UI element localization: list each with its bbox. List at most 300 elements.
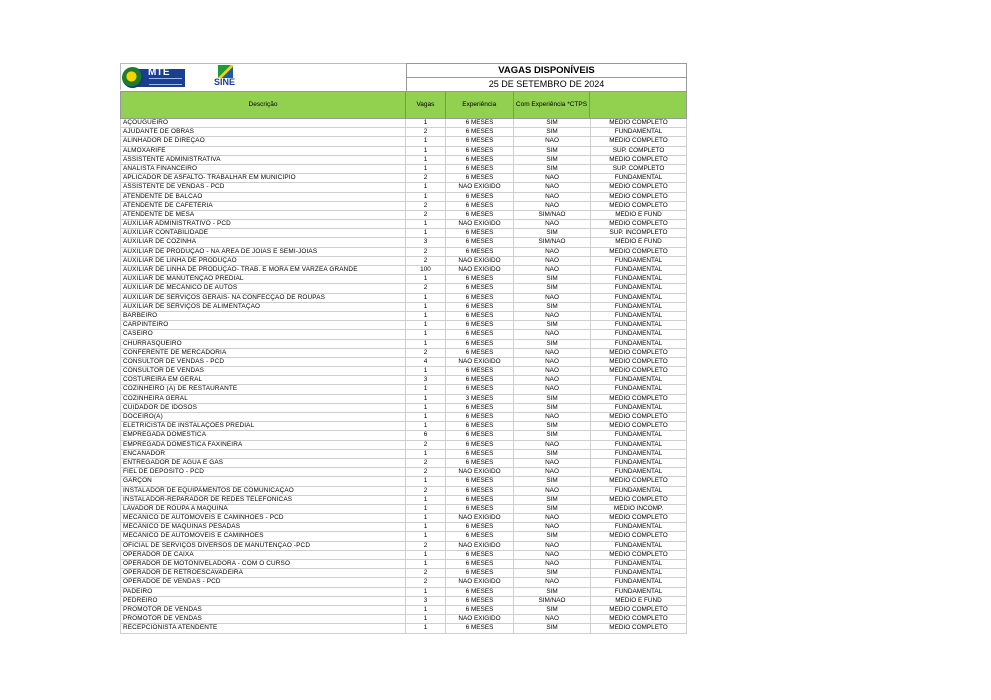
cell-descricao: ELETRICISTA DE INSTALAÇÕES PREDIAL (120, 422, 406, 430)
cell-descricao: AUXILIAR DE LINHA DE PRODUÇÃO- TRAB. E MORA EM VARZEA GRANDE (120, 266, 406, 274)
cell-descricao: COSTUREIRA EM GERAL (120, 376, 406, 384)
cell-experiencia: 6 MESES (446, 450, 514, 458)
cell-experiencia: 6 MESES (446, 441, 514, 449)
cell-escolaridade: FUNDAMENTAL (591, 542, 687, 550)
cell-com-experiencia: SIM (514, 147, 591, 155)
col-header-descricao: Descrição (121, 92, 406, 118)
cell-escolaridade: FUNDAMENTAL (591, 376, 687, 384)
cell-escolaridade: FUNDAMENTAL (591, 294, 687, 302)
cell-experiencia: 6 MESES (446, 588, 514, 596)
title-block (406, 63, 687, 91)
table-row (120, 147, 687, 156)
cell-descricao: AUXILIAR DE COZINHA (120, 238, 406, 246)
cell-com-experiencia: NÃO (514, 266, 591, 274)
cell-vagas: 6 (406, 431, 446, 439)
cell-vagas: 2 (406, 257, 446, 265)
cell-experiencia: NÃO EXIGIDO (446, 257, 514, 265)
page-title: VAGAS DISPONÍVEIS (407, 64, 686, 78)
cell-descricao: PADEIRO (120, 588, 406, 596)
cell-experiencia: 6 MESES (446, 128, 514, 136)
cell-com-experiencia: SIM/NÃO (514, 211, 591, 219)
col-header-vagas: Vagas (406, 92, 446, 118)
cell-descricao: ASSISTENTE ADMINISTRATIVA (120, 156, 406, 164)
cell-com-experiencia: NÃO (514, 202, 591, 210)
table-row (120, 514, 687, 523)
cell-experiencia: 6 MESES (446, 321, 514, 329)
cell-vagas: 1 (406, 496, 446, 504)
cell-com-experiencia: NÃO (514, 183, 591, 191)
cell-escolaridade: FUNDAMENTAL (591, 284, 687, 292)
cell-com-experiencia: SIM (514, 321, 591, 329)
table-row (120, 560, 687, 569)
cell-descricao: GARÇON (120, 477, 406, 485)
cell-com-experiencia: NÃO (514, 615, 591, 623)
cell-escolaridade: MÉDIO COMPLETO (591, 496, 687, 504)
cell-experiencia: NÃO EXIGIDO (446, 220, 514, 228)
cell-escolaridade: MÉDIO E FUND (591, 238, 687, 246)
table-row (120, 128, 687, 137)
cell-vagas: 2 (406, 128, 446, 136)
cell-escolaridade: MÉDIO COMPLETO (591, 358, 687, 366)
cell-escolaridade: MÉDIO COMPLETO (591, 156, 687, 164)
cell-experiencia: 6 MESES (446, 367, 514, 375)
table-row (120, 441, 687, 450)
cell-descricao: EMPREGADA DOMÉSTICA (120, 431, 406, 439)
cell-descricao: ANALISTA FINANCEIRO (120, 165, 406, 173)
cell-com-experiencia: SIM (514, 340, 591, 348)
cell-vagas: 2 (406, 349, 446, 357)
table-row (120, 183, 687, 192)
cell-experiencia: 6 MESES (446, 404, 514, 412)
cell-descricao: INSTALADOR-REPARADOR DE REDES TELEFÔNICAS (120, 496, 406, 504)
cell-descricao: RECEPCIONISTA ATENDENTE (120, 624, 406, 632)
cell-escolaridade: FUNDAMENTAL (591, 303, 687, 311)
cell-descricao: CONSULTOR DE VENDAS - PCD (120, 358, 406, 366)
cell-com-experiencia: SIM (514, 477, 591, 485)
cell-vagas: 2 (406, 542, 446, 550)
cell-escolaridade: MÉDIO COMPLETO (591, 532, 687, 540)
cell-descricao: COZINHEIRO (A) DE RESTAURANTE (120, 385, 406, 393)
cell-experiencia: 6 MESES (446, 459, 514, 467)
cell-descricao: INSTALADOR DE EQUIPAMENTOS DE COMUNICAÇÃO (120, 487, 406, 495)
cell-com-experiencia: SIM (514, 431, 591, 439)
cell-vagas: 1 (406, 147, 446, 155)
cell-vagas: 1 (406, 321, 446, 329)
logo-area (120, 63, 406, 90)
cell-vagas: 1 (406, 588, 446, 596)
cell-vagas: 3 (406, 597, 446, 605)
table-row (120, 330, 687, 339)
cell-escolaridade: FUNDAMENTAL (591, 275, 687, 283)
table-row (120, 321, 687, 330)
table-row (120, 597, 687, 606)
cell-escolaridade: FUNDAMENTAL (591, 321, 687, 329)
cell-descricao: AJUDANTE DE OBRAS (120, 128, 406, 136)
table-row (120, 578, 687, 587)
cell-escolaridade: SUP. COMPLETO (591, 165, 687, 173)
table-row (120, 413, 687, 422)
cell-descricao: OPERADOR DE RETROESCAVADEIRA (120, 569, 406, 577)
cell-descricao: MECÂNICO DE AUTOMÓVEIS E CAMINHÕES (120, 532, 406, 540)
sine-logo-text: SINE (214, 77, 236, 87)
cell-experiencia: 6 MESES (446, 119, 514, 127)
cell-vagas: 1 (406, 477, 446, 485)
cell-escolaridade: SUP. COMPLETO (591, 147, 687, 155)
cell-experiencia: NÃO EXIGIDO (446, 542, 514, 550)
cell-vagas: 1 (406, 367, 446, 375)
cell-experiencia: 6 MESES (446, 349, 514, 357)
cell-descricao: PROMOTOR DE VENDAS (120, 615, 406, 623)
cell-vagas: 2 (406, 248, 446, 256)
cell-experiencia: 6 MESES (446, 211, 514, 219)
cell-descricao: OPERADOR DE CAIXA (120, 551, 406, 559)
cell-descricao: ALMOXARIFE (120, 147, 406, 155)
cell-vagas: 1 (406, 606, 446, 614)
cell-com-experiencia: NÃO (514, 468, 591, 476)
table-row (120, 312, 687, 321)
cell-descricao: ASSISTENTE DE VENDAS - PCD (120, 183, 406, 191)
cell-descricao: CUIDADOR DE IDOSOS (120, 404, 406, 412)
table-row (120, 523, 687, 532)
table-row (120, 266, 687, 275)
cell-escolaridade: FUNDAMENTAL (591, 578, 687, 586)
table-row (120, 450, 687, 459)
cell-descricao: FIEL DE DEPÓSITO - PCD (120, 468, 406, 476)
cell-vagas: 1 (406, 532, 446, 540)
cell-com-experiencia: NÃO (514, 413, 591, 421)
table-row (120, 119, 687, 128)
cell-vagas: 2 (406, 284, 446, 292)
cell-experiencia: 6 MESES (446, 569, 514, 577)
cell-com-experiencia: SIM (514, 569, 591, 577)
cell-experiencia: 6 MESES (446, 284, 514, 292)
cell-experiencia: 6 MESES (446, 193, 514, 201)
cell-descricao: BARBEIRO (120, 312, 406, 320)
cell-com-experiencia: SIM (514, 275, 591, 283)
cell-escolaridade: FUNDAMENTAL (591, 312, 687, 320)
cell-descricao: MECÂNICO DE AUTOMÓVEIS E CAMINHÕES - PCD (120, 514, 406, 522)
cell-com-experiencia: SIM (514, 284, 591, 292)
cell-vagas: 3 (406, 376, 446, 384)
cell-descricao: AUXILIAR ADMINISTRATIVO - PCD (120, 220, 406, 228)
cell-escolaridade: FUNDAMENTAL (591, 385, 687, 393)
cell-experiencia: 6 MESES (446, 496, 514, 504)
cell-vagas: 1 (406, 514, 446, 522)
table-row (120, 532, 687, 541)
table-row (120, 569, 687, 578)
cell-escolaridade: MÉDIO E FUND (591, 597, 687, 605)
cell-descricao: OFICIAL DE SERVIÇOS DIVERSOS DE MANUTENÇÃO -PCD (120, 542, 406, 550)
cell-escolaridade: FUNDAMENTAL (591, 560, 687, 568)
cell-experiencia: 6 MESES (446, 551, 514, 559)
cell-vagas: 2 (406, 202, 446, 210)
cell-escolaridade: FUNDAMENTAL (591, 431, 687, 439)
table-row (120, 588, 687, 597)
cell-com-experiencia: SIM (514, 588, 591, 596)
cell-com-experiencia: NÃO (514, 193, 591, 201)
table-row (120, 404, 687, 413)
cell-com-experiencia: NÃO (514, 257, 591, 265)
cell-escolaridade: FUNDAMENTAL (591, 441, 687, 449)
cell-escolaridade: FUNDAMENTAL (591, 459, 687, 467)
table-row (120, 477, 687, 486)
cell-vagas: 2 (406, 487, 446, 495)
cell-experiencia: NÃO EXIGIDO (446, 468, 514, 476)
cell-escolaridade: MÉDIO COMPLETO (591, 119, 687, 127)
cell-escolaridade: MÉDIO COMPLETO (591, 606, 687, 614)
cell-experiencia: 6 MESES (446, 340, 514, 348)
cell-descricao: AUXILIAR DE SERVIÇOS GERAIS- NA CONFECÇÃO DE ROUPAS (120, 294, 406, 302)
table-body (120, 119, 687, 634)
cell-experiencia: NÃO EXIGIDO (446, 358, 514, 366)
table-row (120, 229, 687, 238)
cell-experiencia: 6 MESES (446, 312, 514, 320)
cell-escolaridade: MÉDIO COMPLETO (591, 477, 687, 485)
cell-escolaridade: FUNDAMENTAL (591, 523, 687, 531)
cell-escolaridade: FUNDAMENTAL (591, 330, 687, 338)
cell-com-experiencia: SIM (514, 404, 591, 412)
cell-descricao: AUXILIAR CONTABILIDADE (120, 229, 406, 237)
table-row (120, 606, 687, 615)
table-row (120, 468, 687, 477)
cell-descricao: OPERADOR DE MOTONIVELADORA - COM O CURSO (120, 560, 406, 568)
cell-com-experiencia: NÃO (514, 385, 591, 393)
cell-experiencia: 6 MESES (446, 532, 514, 540)
cell-experiencia: NÃO EXIGIDO (446, 514, 514, 522)
cell-experiencia: 6 MESES (446, 294, 514, 302)
cell-descricao: AUXILIAR DE MECÂNICO DE AUTOS (120, 284, 406, 292)
table-row (120, 395, 687, 404)
cell-descricao: AUXILIAR DE MANUTENÇÃO PREDIAL (120, 275, 406, 283)
cell-descricao: AÇOUGUEIRO (120, 119, 406, 127)
cell-descricao: ATENDENTE DE MESA (120, 211, 406, 219)
mte-logo (122, 67, 185, 89)
table-row (120, 303, 687, 312)
cell-com-experiencia: NÃO (514, 560, 591, 568)
cell-vagas: 1 (406, 385, 446, 393)
cell-descricao: CONFERENTE DE MERCADORIA (120, 349, 406, 357)
col-header-experiencia: Experiência (446, 92, 514, 118)
vacancies-sheet (120, 63, 687, 634)
cell-experiencia: 6 MESES (446, 165, 514, 173)
cell-vagas: 1 (406, 404, 446, 412)
cell-escolaridade: FUNDAMENTAL (591, 588, 687, 596)
cell-com-experiencia: NÃO (514, 441, 591, 449)
table-row (120, 238, 687, 247)
cell-vagas: 1 (406, 119, 446, 127)
cell-vagas: 2 (406, 441, 446, 449)
cell-escolaridade: FUNDAMENTAL (591, 404, 687, 412)
cell-descricao: APLICADOR DE ASFALTO- TRABALHAR EM MUNICÍPIO (120, 174, 406, 182)
table-row (120, 156, 687, 165)
table-row (120, 376, 687, 385)
table-row (120, 211, 687, 220)
mte-logo-subtitle (149, 78, 182, 85)
col-header-escolaridade (590, 92, 686, 118)
column-header-row (120, 91, 687, 119)
cell-com-experiencia: SIM (514, 303, 591, 311)
cell-descricao: PEDREIRO (120, 597, 406, 605)
table-row (120, 220, 687, 229)
cell-vagas: 1 (406, 560, 446, 568)
cell-vagas: 1 (406, 523, 446, 531)
cell-escolaridade: FUNDAMENTAL (591, 450, 687, 458)
cell-experiencia: 6 MESES (446, 523, 514, 531)
table-row (120, 624, 687, 633)
table-row (120, 294, 687, 303)
cell-com-experiencia: SIM (514, 128, 591, 136)
cell-descricao: MECÂNICO DE MÁQUINAS PESADAS (120, 523, 406, 531)
table-row (120, 459, 687, 468)
cell-vagas: 1 (406, 551, 446, 559)
cell-com-experiencia: NÃO (514, 376, 591, 384)
cell-escolaridade: MÉDIO COMPLETO (591, 395, 687, 403)
cell-experiencia: 6 MESES (446, 505, 514, 513)
cell-vagas: 2 (406, 211, 446, 219)
cell-escolaridade: FUNDAMENTAL (591, 128, 687, 136)
cell-vagas: 1 (406, 312, 446, 320)
cell-escolaridade: MÉDIO COMPLETO (591, 248, 687, 256)
cell-com-experiencia: SIM/NÃO (514, 238, 591, 246)
cell-vagas: 2 (406, 174, 446, 182)
table-row (120, 248, 687, 257)
cell-experiencia: 6 MESES (446, 376, 514, 384)
cell-com-experiencia: NÃO (514, 367, 591, 375)
cell-vagas: 2 (406, 569, 446, 577)
cell-experiencia: 6 MESES (446, 560, 514, 568)
cell-descricao: ENTREGADOR DE ÁGUA E GÁS (120, 459, 406, 467)
cell-vagas: 1 (406, 395, 446, 403)
cell-descricao: ENCANADOR (120, 450, 406, 458)
cell-experiencia: 6 MESES (446, 156, 514, 164)
cell-com-experiencia: NÃO (514, 137, 591, 145)
cell-vagas: 1 (406, 156, 446, 164)
cell-escolaridade: MÉDIO COMPLETO (591, 422, 687, 430)
cell-com-experiencia: NÃO (514, 578, 591, 586)
cell-experiencia: 6 MESES (446, 487, 514, 495)
cell-descricao: AUXILIAR DE SERVIÇOS DE ALIMENTAÇÃO (120, 303, 406, 311)
cell-experiencia: 6 MESES (446, 477, 514, 485)
cell-vagas: 1 (406, 275, 446, 283)
cell-com-experiencia: SIM (514, 156, 591, 164)
cell-experiencia: 6 MESES (446, 431, 514, 439)
cell-escolaridade: FUNDAMENTAL (591, 174, 687, 182)
cell-escolaridade: MÉDIO COMPLETO (591, 202, 687, 210)
cell-com-experiencia: SIM (514, 165, 591, 173)
cell-com-experiencia: NÃO (514, 220, 591, 228)
cell-escolaridade: MÉDIO COMPLETO (591, 514, 687, 522)
cell-com-experiencia: NÃO (514, 487, 591, 495)
cell-descricao: OPERADOE DE VENDAS - PCD (120, 578, 406, 586)
cell-com-experiencia: SIM/NÃO (514, 597, 591, 605)
cell-experiencia: 6 MESES (446, 275, 514, 283)
cell-experiencia: 6 MESES (446, 147, 514, 155)
cell-vagas: 1 (406, 505, 446, 513)
cell-vagas: 4 (406, 358, 446, 366)
cell-com-experiencia: NÃO (514, 174, 591, 182)
cell-descricao: COZINHEIRA GERAL (120, 395, 406, 403)
cell-com-experiencia: SIM (514, 624, 591, 632)
cell-vagas: 1 (406, 165, 446, 173)
cell-vagas: 1 (406, 294, 446, 302)
cell-vagas: 1 (406, 303, 446, 311)
cell-com-experiencia: NÃO (514, 523, 591, 531)
cell-escolaridade: MÉDIO COMPLETO (591, 624, 687, 632)
mte-logo-text: MTE (148, 67, 170, 78)
cell-com-experiencia: SIM (514, 119, 591, 127)
cell-escolaridade: MÉDIO COMPLETO (591, 367, 687, 375)
table-row (120, 165, 687, 174)
cell-experiencia: NÃO EXIGIDO (446, 578, 514, 586)
cell-vagas: 1 (406, 137, 446, 145)
cell-descricao: LAVADOR DE ROUPA A MAQUINA (120, 505, 406, 513)
cell-vagas: 1 (406, 193, 446, 201)
cell-descricao: ALINHADOR DE DIREÇÃO (120, 137, 406, 145)
cell-com-experiencia: SIM (514, 450, 591, 458)
cell-experiencia: 3 MESES (446, 395, 514, 403)
cell-descricao: CONSULTOR DE VENDAS (120, 367, 406, 375)
cell-descricao: CASEIRO (120, 330, 406, 338)
table-row (120, 367, 687, 376)
cell-com-experiencia: NÃO (514, 294, 591, 302)
cell-com-experiencia: SIM (514, 606, 591, 614)
cell-com-experiencia: NÃO (514, 542, 591, 550)
cell-descricao: AUXILIAR DE LINHA DE PRODUÇÃO (120, 257, 406, 265)
cell-escolaridade: MÉDIO COMPLETO (591, 220, 687, 228)
cell-escolaridade: FUNDAMENTAL (591, 487, 687, 495)
table-row (120, 340, 687, 349)
cell-experiencia: 6 MESES (446, 413, 514, 421)
cell-escolaridade: MÉDIO COMPLETO (591, 137, 687, 145)
cell-escolaridade: MÉDIO COMPLETO (591, 183, 687, 191)
cell-vagas: 1 (406, 413, 446, 421)
cell-com-experiencia: SIM (514, 229, 591, 237)
cell-com-experiencia: NÃO (514, 312, 591, 320)
table-row (120, 257, 687, 266)
cell-vagas: 1 (406, 229, 446, 237)
cell-descricao: EMPREGADA DOMÉSTICA FAXINEIRA (120, 441, 406, 449)
cell-experiencia: 6 MESES (446, 624, 514, 632)
cell-descricao: PROMOTOR DE VENDAS (120, 606, 406, 614)
cell-com-experiencia: NÃO (514, 349, 591, 357)
cell-vagas: 1 (406, 330, 446, 338)
cell-descricao: CHURRASQUEIRO (120, 340, 406, 348)
cell-experiencia: NÃO EXIGIDO (446, 266, 514, 274)
cell-com-experiencia: SIM (514, 422, 591, 430)
table-row (120, 422, 687, 431)
cell-com-experiencia: NÃO (514, 459, 591, 467)
table-row (120, 174, 687, 183)
table-row (120, 284, 687, 293)
cell-vagas: 1 (406, 615, 446, 623)
cell-com-experiencia: NÃO (514, 248, 591, 256)
table-row (120, 202, 687, 211)
cell-com-experiencia: SIM (514, 505, 591, 513)
table-row (120, 193, 687, 202)
cell-vagas: 1 (406, 422, 446, 430)
cell-experiencia: 6 MESES (446, 174, 514, 182)
table-row (120, 551, 687, 560)
cell-experiencia: NÃO EXIGIDO (446, 183, 514, 191)
cell-com-experiencia: SIM (514, 532, 591, 540)
cell-experiencia: 6 MESES (446, 422, 514, 430)
cell-vagas: 1 (406, 340, 446, 348)
table-row (120, 349, 687, 358)
cell-escolaridade: MÉDIO COMPLETO (591, 349, 687, 357)
col-header-com-experiencia: Com Experiência *CTPS (514, 92, 591, 118)
cell-escolaridade: FUNDAMENTAL (591, 340, 687, 348)
cell-escolaridade: FUNDAMENTAL (591, 569, 687, 577)
